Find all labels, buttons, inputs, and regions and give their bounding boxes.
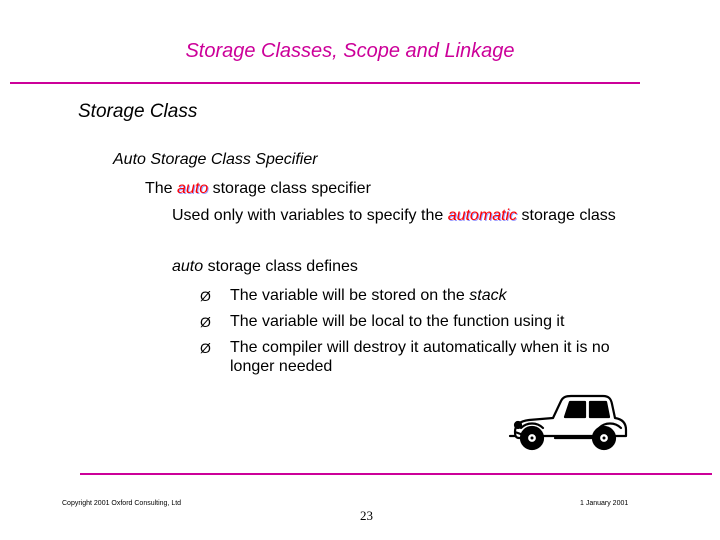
bullet-text: The variable will be stored on the [230, 287, 470, 304]
text-line-2-pre: Used only with variables to specify the [172, 207, 448, 224]
page-number: 23 [360, 508, 373, 523]
text-line-3 [172, 258, 358, 276]
bullet-text-continued: longer needed [230, 358, 333, 375]
keyword-auto: auto [177, 180, 209, 197]
bullet-item [200, 283, 610, 309]
arrow-bullet-icon: Ø [200, 340, 211, 356]
footer-divider [80, 473, 712, 475]
text-line-2 [172, 207, 616, 225]
text-line-1-pre: The [145, 180, 178, 197]
bullet-emphasis: stack [469, 287, 507, 304]
slide-title: Storage Classes, Scope and Linkage [185, 40, 515, 62]
bullet-item [200, 335, 610, 361]
keyword-auto-defines: auto [172, 258, 204, 275]
text-line-1 [145, 180, 371, 198]
footer-copyright: Copyright 2001 Oxford Consulting, Ltd [62, 500, 182, 507]
bullet-item [200, 309, 610, 335]
bullet-text: The variable will be local to the function using it [230, 313, 565, 330]
bullet-text: The compiler will destroy it automatically when it is no [230, 339, 610, 356]
arrow-bullet-icon: Ø [200, 314, 211, 330]
title-divider [10, 82, 640, 84]
text-line-3-post: storage class defines [203, 258, 358, 275]
subheading: Auto Storage Class Specifier [113, 151, 318, 168]
arrow-bullet-icon: Ø [200, 288, 211, 304]
keyword-automatic: automatic [447, 207, 518, 224]
footer-date: 1 January 2001 [580, 500, 629, 507]
text-line-2-post: storage class [517, 207, 616, 224]
vintage-car-icon [507, 392, 631, 459]
text-line-1-post: storage class specifier [208, 180, 371, 197]
bullet-list [200, 283, 610, 377]
section-heading: Storage Class [78, 101, 198, 122]
